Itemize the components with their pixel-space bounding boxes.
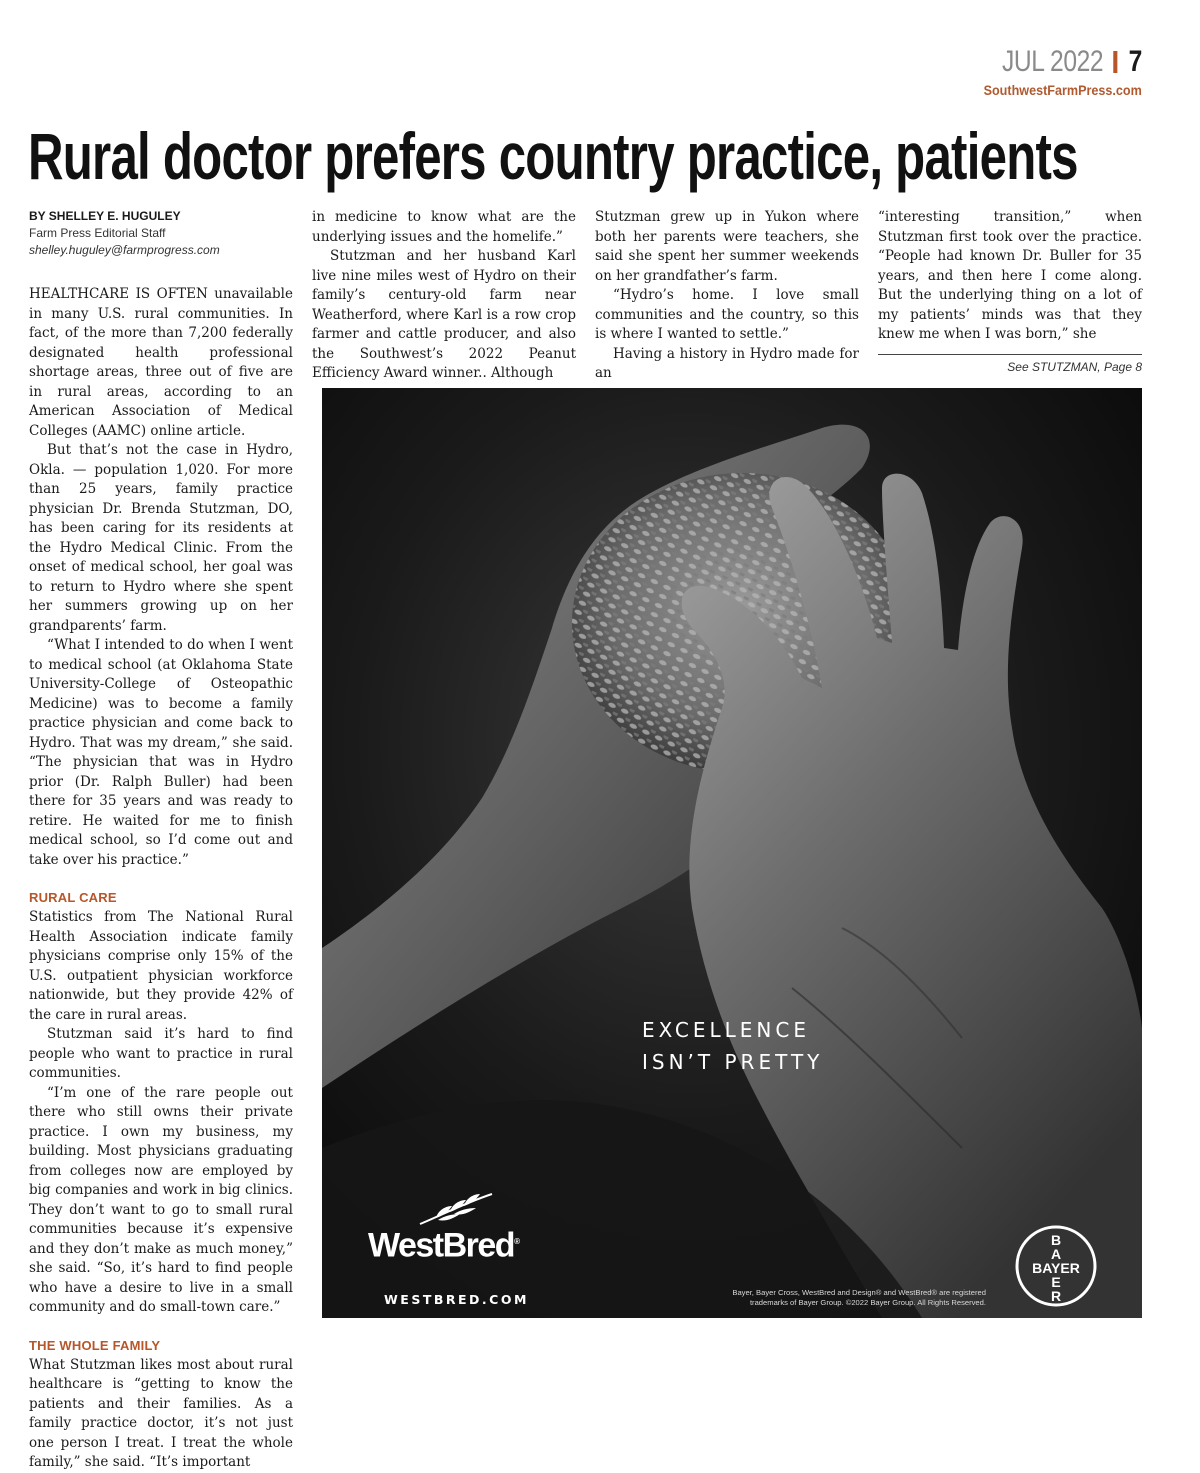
- bayer-cross-logo[interactable]: [1014, 1224, 1098, 1308]
- svg-text:A: A: [1050, 1246, 1062, 1262]
- page-number: 7: [1128, 45, 1142, 78]
- byline-email[interactable]: shelley.huguley@farmprogress.com: [29, 243, 220, 257]
- svg-text:E: E: [1051, 1274, 1061, 1290]
- brand-name: WestBred: [368, 1226, 515, 1265]
- issue-line: [998, 44, 1142, 80]
- bayer-logo-text: BAYER: [1032, 1260, 1080, 1276]
- ad-url[interactable]: WESTBRED.COM: [384, 1292, 529, 1307]
- article-column-4: [878, 208, 1142, 377]
- westbred-wordmark: [368, 1222, 538, 1265]
- svg-text:R: R: [1050, 1288, 1062, 1304]
- svg-text:B: B: [1050, 1232, 1062, 1248]
- jump-divider: [878, 354, 1142, 355]
- paragraph: HEALTHCARE IS OFTEN unavailable in many U.S. rural communities. In fact, of the more than 7,200 federally designated health professional shortage areas, three out of five are in rural areas, according to an American Association of Medical Colleges (AAMC) online article.: [29, 286, 293, 439]
- byline-author: BY SHELLEY E. HUGULEY: [29, 209, 181, 223]
- website-link[interactable]: SouthwestFarmPress.com: [983, 82, 1142, 98]
- westbred-logo[interactable]: [368, 1222, 538, 1265]
- paragraph: “interesting transition,” when Stutzman first took over the practice. “People had known Dr. Buller for 35 years, and then here I come along. But the underlying thing on a lot of my patients’ minds was that they knew me when I was born,” she: [878, 209, 1142, 342]
- issue-date: JUL 2022: [1002, 45, 1104, 78]
- article-column-2: [312, 208, 576, 384]
- wheat-stalk-icon: [416, 1188, 496, 1228]
- advertisement[interactable]: [322, 388, 1142, 1318]
- paragraph: Stutzman grew up in Yukon where both her parents were teachers, she said she spent her summer weekends on her grandfather’s farm.: [595, 209, 859, 284]
- ad-tagline-line-1: EXCELLENCE: [642, 1018, 810, 1042]
- legal-line-2: trademarks of Bayer Group. ©2022 Bayer Group. All Rights Reserved.: [749, 1298, 986, 1307]
- registered-mark: ®: [514, 1237, 520, 1246]
- section-heading-whole-family: THE WHOLE FAMILY: [29, 1337, 161, 1353]
- ad-legal-text: [732, 1288, 986, 1308]
- article-column-1: [29, 208, 293, 1473]
- paragraph: But that’s not the case in Hydro, Okla. — population 1,020. For more than 25 years, family practice physician Dr. Brenda Stutzman, DO, has been caring for its residents at the Hydro Medical Clinic. From the onset of medical school, her goal was to return to Hydro where she spent her summers growing up on her grandparents’ farm.: [29, 442, 293, 634]
- article-headline: Rural doctor prefers country practice, patients: [28, 119, 1078, 193]
- ad-tagline: [642, 1014, 823, 1078]
- paragraph: What Stutzman likes most about rural healthcare is “getting to know the patients and their families. As a family practice doctor, it’s not just one person I treat. I treat the whole family,” she said. “It’s important: [29, 1356, 293, 1470]
- issue-separator: [1113, 51, 1117, 73]
- paragraph: Stutzman and her husband Karl live nine miles west of Hydro on their family’s century-old farm near Weatherford, where Karl is a row crop farmer and cattle producer, and also the Southwest’s 2022 Peanut Efficiency Award winner.. Although: [312, 248, 576, 381]
- paragraph: Stutzman said it’s hard to find people who want to practice in rural communities.: [29, 1026, 293, 1081]
- jump-line[interactable]: See STUTZMAN, Page 8: [1007, 359, 1142, 374]
- masthead: [966, 44, 1142, 98]
- legal-line-1: Bayer, Bayer Cross, WestBred and Design® and WestBred® are registered: [732, 1288, 986, 1297]
- byline-staff: Farm Press Editorial Staff: [29, 226, 166, 240]
- paragraph: “Hydro’s home. I love small communities and the country, so this is where I wanted to settle.”: [595, 287, 859, 342]
- paragraph: Having a history in Hydro made for an: [595, 345, 859, 381]
- paragraph: “I’m one of the rare people out there who still owns their private practice. I own my business, my building. Most physicians graduating from colleges now are employed by big companies and work in big clinics. They don’t want to go to small rural communities because it’s expensive and they don’t make as much money,” she said. “So, it’s hard to find people who have a desire to live in a small community and do small-town care.”: [29, 1084, 293, 1315]
- hands-holding-grain-photo: [322, 388, 1142, 1318]
- ad-tagline-line-2: ISN’T PRETTY: [642, 1050, 824, 1074]
- article-column-3: [595, 208, 859, 384]
- section-heading-rural-care: RURAL CARE: [29, 890, 117, 905]
- paragraph: in medicine to know what are the underlying issues and the homelife.”: [312, 209, 576, 245]
- paragraph: Statistics from The National Rural Health Association indicate family physicians comprise only 15% of the U.S. outpatient physician workforce nationwide, but they provide 42% of the care in rural areas.: [29, 909, 293, 1023]
- paragraph: “What I intended to do when I went to medical school (at Oklahoma State University-College of Osteopathic Medicine) was to become a family practice physician and come back to Hydro. That was my dream,” she said. “The physician that was in Hydro prior (Dr. Ralph Buller) had been there for 35 years and was ready to retire. He waited for me to finish medical school, so I’d come out and take over his practice.”: [29, 637, 293, 868]
